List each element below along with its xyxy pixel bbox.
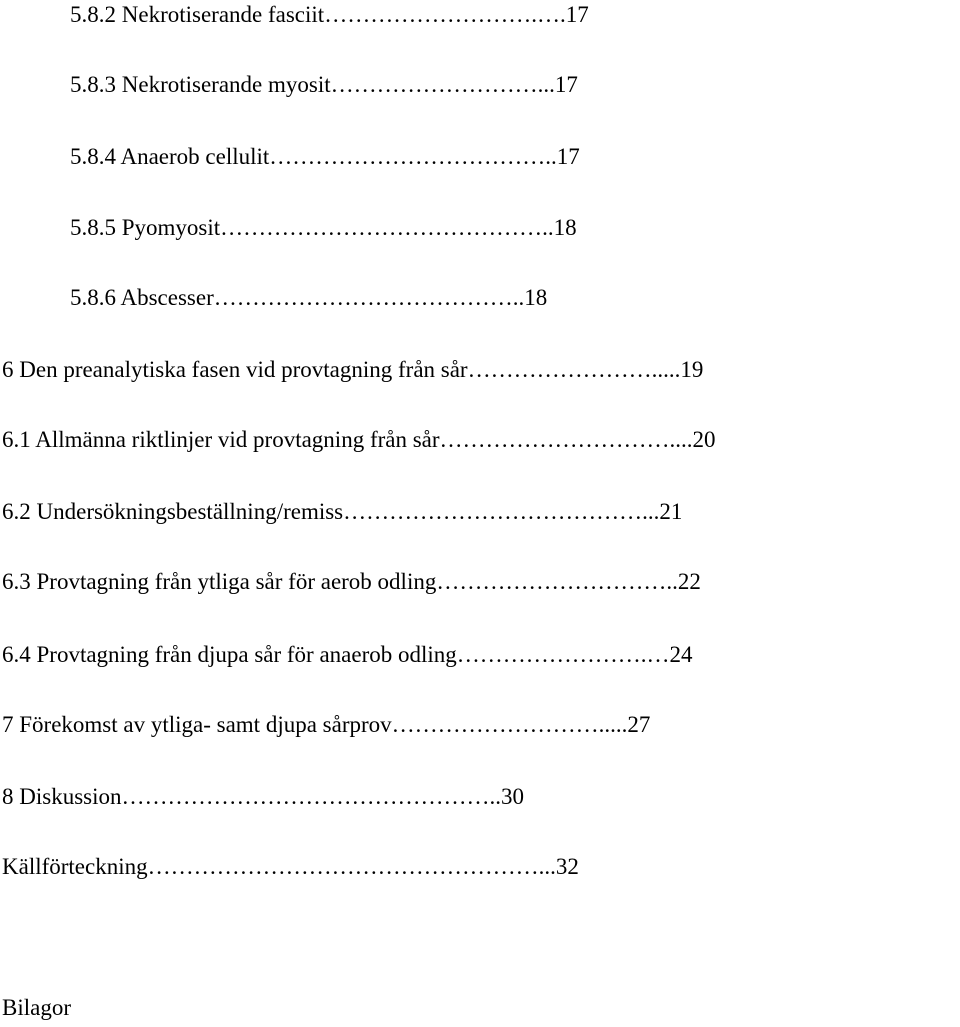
- toc-leader: ……………………………………………...: [147, 854, 556, 879]
- toc-page-number: 17: [554, 72, 578, 97]
- toc-entry-kallforteckning: [2, 849, 952, 885]
- toc-entry-text: Källförteckning: [2, 854, 148, 879]
- toc-leader: ……………………….….: [324, 2, 566, 27]
- appendix-heading: Bilagor: [2, 995, 71, 1020]
- toc-page-number: 27: [627, 712, 651, 737]
- toc-entry-text: 6.3 Provtagning från ytliga sår för aerob odling: [2, 569, 437, 594]
- toc-entry-5-8-4: [70, 139, 950, 175]
- toc-entry-text: 6.4 Provtagning från djupa sår för anaerob odling: [2, 642, 457, 667]
- toc-leader: …………………….....: [467, 357, 681, 382]
- toc-page-number: 24: [669, 642, 693, 667]
- toc-entry-text: 6.2 Undersökningsbeställning/remiss: [2, 499, 344, 524]
- toc-entry-text: 5.8.2 Nekrotiserande fasciit: [70, 2, 325, 27]
- toc-leader: ………………………...: [330, 72, 555, 97]
- toc-entry-5-8-6: [70, 280, 950, 316]
- toc-entry-6-2: [2, 494, 952, 530]
- toc-leader: ……………………….....: [391, 712, 628, 737]
- toc-leader: ………………………………..: [269, 144, 557, 169]
- toc-entry-text: 5.8.3 Nekrotiserande myosit: [70, 72, 331, 97]
- toc-leader: ……………………………………..: [220, 215, 554, 240]
- toc-leader: …………………………………………..: [121, 784, 501, 809]
- toc-page-number: 17: [565, 2, 589, 27]
- toc-page-number: 17: [556, 144, 580, 169]
- toc-page-number: 21: [659, 499, 683, 524]
- toc-page-number: 32: [555, 854, 579, 879]
- toc-entry-6-3: [2, 564, 952, 600]
- toc-entry-8: [2, 779, 952, 815]
- toc-entry-text: 5.8.4 Anaerob cellulit: [70, 144, 270, 169]
- toc-entry-6: [2, 352, 952, 388]
- toc-entry-text: 8 Diskussion: [2, 784, 122, 809]
- toc-leader: …………………………....: [439, 427, 693, 452]
- toc-entry-text: 5.8.5 Pyomyosit: [70, 215, 221, 240]
- toc-leader: …………………………………..: [213, 285, 525, 310]
- toc-entry-5-8-5: [70, 210, 950, 246]
- toc-page-number: 30: [501, 784, 524, 809]
- toc-leader: …………………………..: [436, 569, 678, 594]
- toc-entry-6-1: [2, 422, 952, 458]
- toc-page-number: 20: [692, 427, 716, 452]
- toc-page-number: 19: [680, 357, 704, 382]
- toc-entry-text: 7 Förekomst av ytliga- samt djupa sårprov: [2, 712, 392, 737]
- toc-leader: …………………………………...: [343, 499, 660, 524]
- toc-entry-5-8-2: [70, 0, 950, 33]
- toc-entry-6-4: [2, 637, 952, 673]
- toc-leader: …………………….…: [456, 642, 670, 667]
- toc-entry-text: 6 Den preanalytiska fasen vid provtagning från sår: [2, 357, 468, 382]
- toc-page-number: 18: [553, 215, 577, 240]
- toc-entry-text: 6.1 Allmänna riktlinjer vid provtagning från sår: [2, 427, 440, 452]
- toc-entry-7: [2, 707, 952, 743]
- toc-page-number: 18: [524, 285, 548, 310]
- toc-entry-5-8-3: [70, 67, 950, 103]
- toc-page-number: 22: [677, 569, 701, 594]
- toc-entry-text: 5.8.6 Abscesser: [70, 285, 214, 310]
